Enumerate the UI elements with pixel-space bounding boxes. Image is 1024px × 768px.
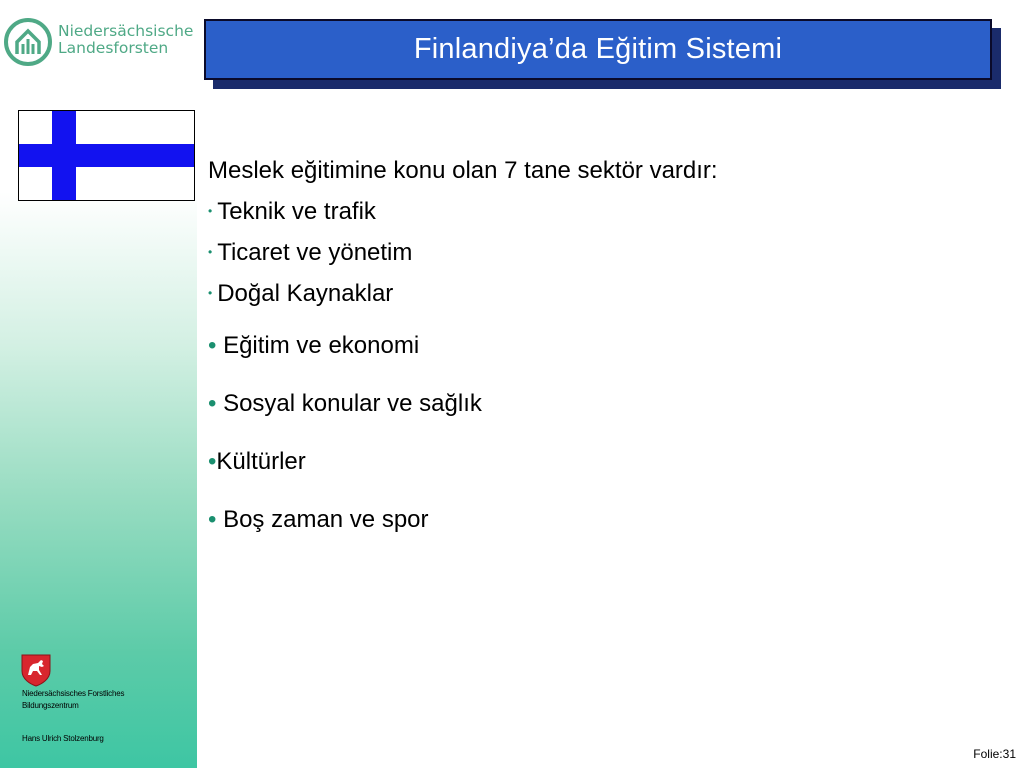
list-item — [208, 332, 419, 360]
logo-line-2: Landesforsten — [58, 39, 169, 57]
list-item-text: Sosyal konular ve sağlık — [216, 390, 482, 417]
logo-text — [58, 23, 193, 57]
list-item — [208, 280, 393, 308]
page-title: Finlandiya’da Eğitim Sistemi — [413, 33, 783, 65]
list-item — [208, 448, 306, 476]
niedersachsische-landesforsten-logo-icon — [4, 18, 52, 66]
logo-line-1: Niedersächsische — [58, 22, 194, 40]
list-item-text: Doğal Kaynaklar — [217, 280, 394, 307]
bullet-icon: • — [208, 332, 217, 359]
list-item-text: Boş zaman ve spor — [216, 506, 429, 533]
list-item-text: Kültürler — [216, 448, 306, 475]
author-name: Hans Ulrich Stolzenburg — [22, 734, 104, 743]
bullet-icon: • — [208, 285, 213, 300]
slide-number: Folie:31 — [973, 747, 1016, 761]
bullet-icon: • — [208, 244, 213, 259]
bullet-icon: • — [208, 448, 217, 475]
intro-text: Meslek eğitimine konu olan 7 tane sektör vardır: — [208, 157, 718, 184]
bullet-icon: • — [208, 390, 217, 417]
logo — [4, 18, 204, 68]
list-item — [208, 390, 482, 418]
list-item — [208, 198, 376, 226]
list-item-text: Ticaret ve yönetim — [217, 239, 413, 266]
title-box — [204, 19, 992, 80]
lower-saxony-horse-crest-icon — [20, 653, 52, 687]
list-item — [208, 506, 429, 534]
list-item — [208, 239, 412, 267]
list-item-text: Teknik ve trafik — [217, 198, 376, 225]
institution-line-1: Niedersächsisches Forstliches — [22, 689, 125, 698]
bullet-icon: • — [208, 203, 213, 218]
institution-text — [22, 688, 124, 712]
bullet-icon: • — [208, 506, 217, 533]
finland-flag-icon — [18, 110, 195, 201]
institution-line-2: Bildungszentrum — [22, 701, 79, 710]
flag-cross-horizontal — [19, 144, 194, 167]
list-item-text: Eğitim ve ekonomi — [216, 332, 420, 359]
